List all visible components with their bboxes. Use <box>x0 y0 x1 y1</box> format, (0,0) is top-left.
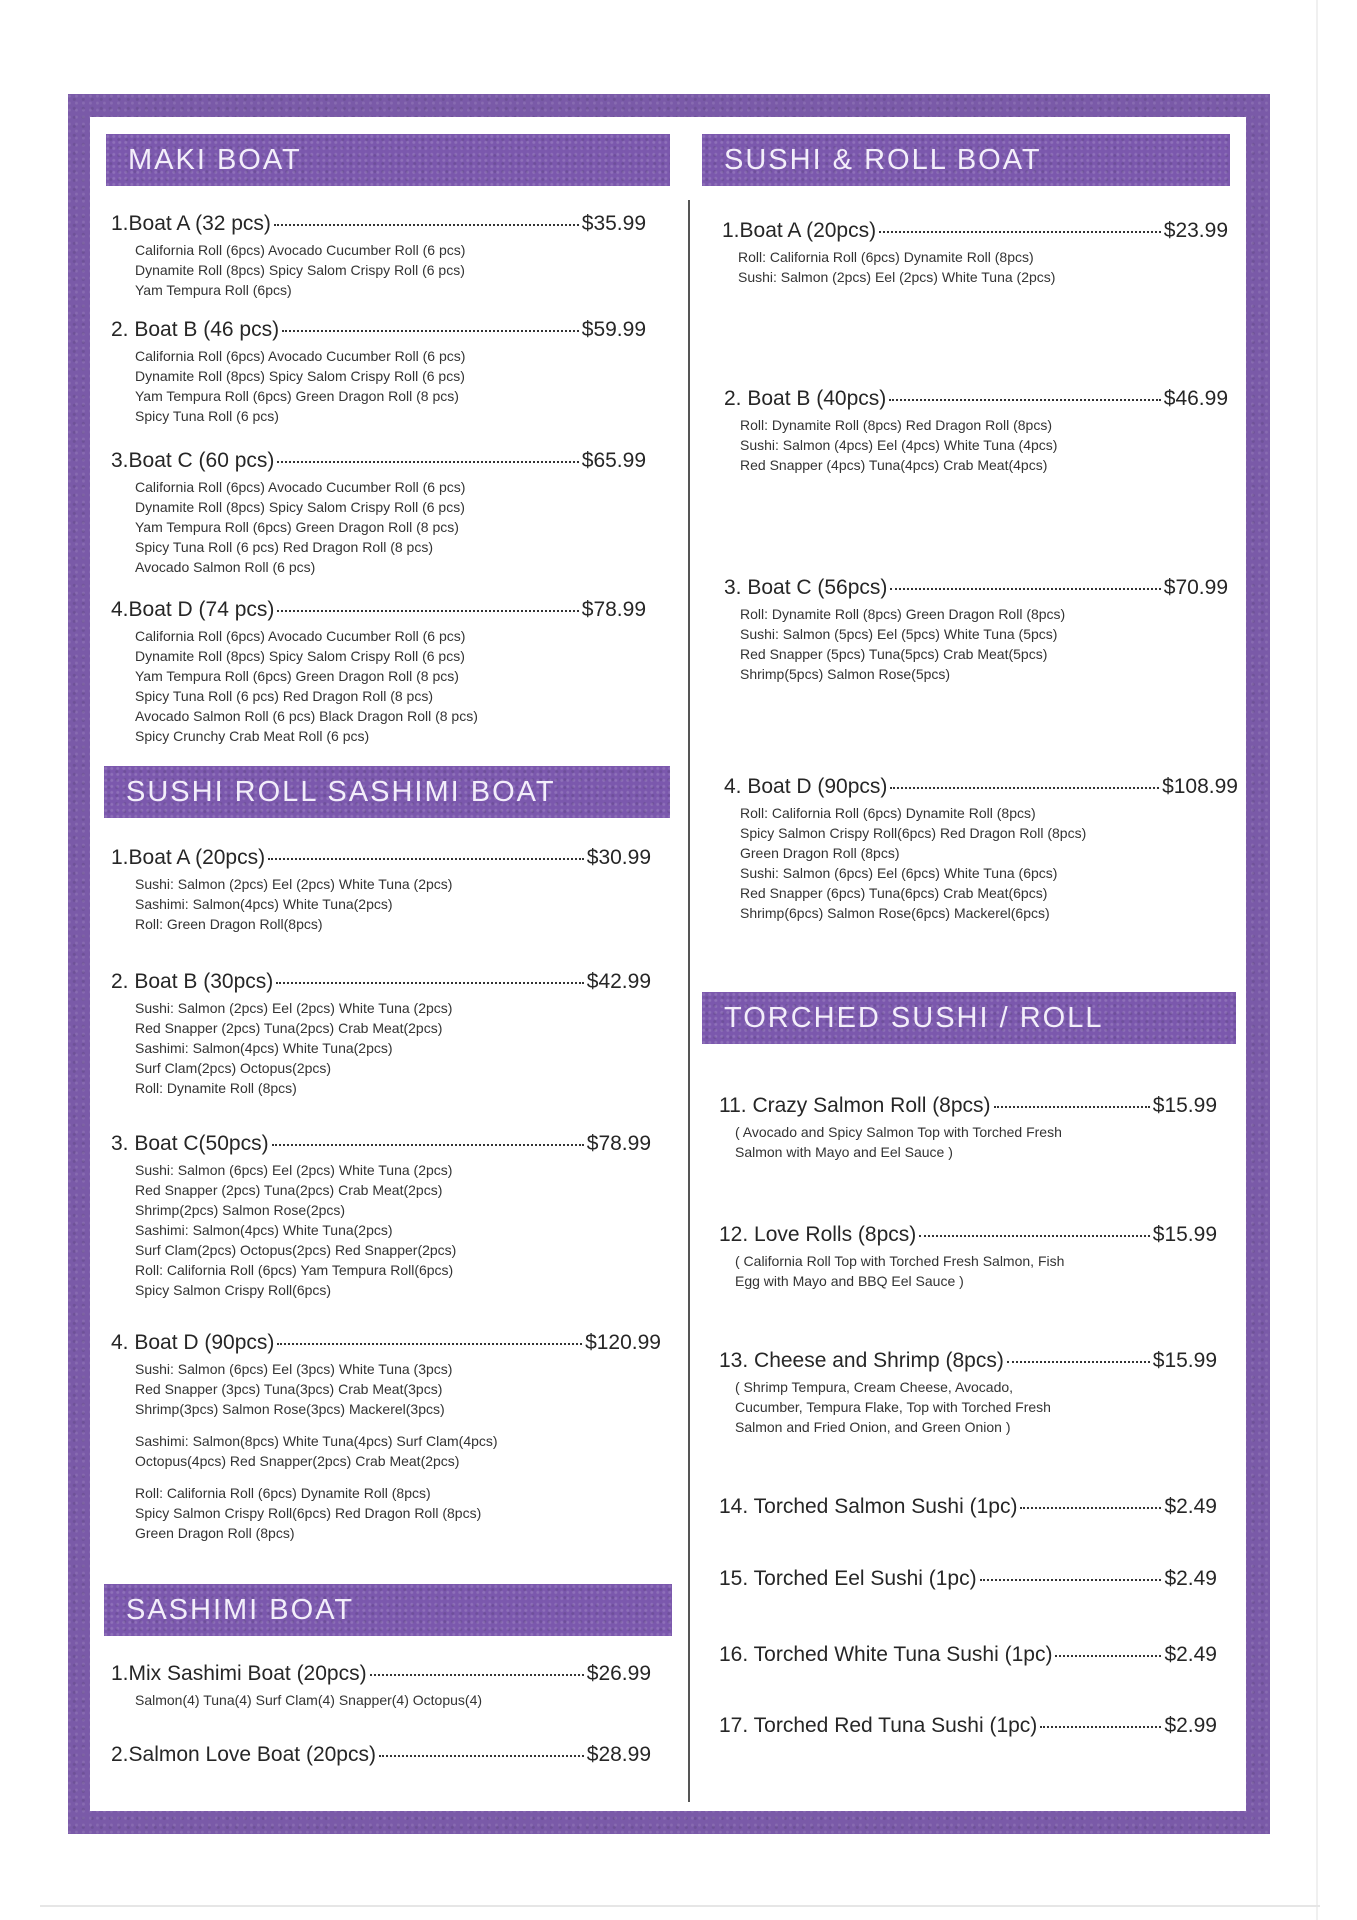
description-line: Roll: California Roll (6pcs) Dynamite Roll (8pcs) <box>135 1485 431 1501</box>
item-description <box>719 1122 1217 1162</box>
description-line: Shrimp(6pcs) Salmon Rose(6pcs) Mackerel(6pcs) <box>740 905 1050 921</box>
item-price: $2.49 <box>1164 1567 1217 1590</box>
description-line: Salmon and Fried Onion, and Green Onion ) <box>735 1419 1011 1435</box>
dot-leader <box>370 1674 584 1676</box>
item-title-row <box>719 1714 1217 1738</box>
item-description <box>719 1251 1217 1291</box>
menu-item <box>111 1331 661 1543</box>
item-title-row <box>111 1743 651 1767</box>
description-line: Dynamite Roll (8pcs) Spicy Salom Crispy Roll (6 pcs) <box>135 368 465 384</box>
menu-item <box>722 219 1228 287</box>
menu-item <box>719 1714 1217 1738</box>
item-title: 1.Mix Sashimi Boat (20pcs) <box>111 1662 367 1685</box>
description-line: Sushi: Salmon (2pcs) Eel (2pcs) White Tuna (2pcs) <box>135 876 453 892</box>
item-description <box>111 477 646 577</box>
description-line: Sashimi: Salmon(8pcs) White Tuna(4pcs) Surf Clam(4pcs) <box>135 1433 498 1449</box>
description-line: Green Dragon Roll (8pcs) <box>135 1525 295 1541</box>
item-price: $15.99 <box>1152 1349 1217 1372</box>
item-title-row <box>111 846 651 870</box>
item-description <box>111 998 651 1098</box>
menu-item <box>111 970 651 1098</box>
section-heading-sushi-roll: SUSHI & ROLL BOAT <box>702 134 1230 186</box>
dot-leader <box>890 787 1159 789</box>
dot-leader <box>919 1235 1150 1237</box>
dot-leader <box>268 858 584 860</box>
description-line: Shrimp(2pcs) Salmon Rose(2pcs) <box>135 1202 346 1218</box>
description-line: Roll: California Roll (6pcs) Dynamite Roll (8pcs) <box>738 249 1034 265</box>
item-title: 2. Boat B (30pcs) <box>111 970 274 993</box>
description-line: Sashimi: Salmon(4pcs) White Tuna(2pcs) <box>135 1040 393 1056</box>
item-price: $23.99 <box>1163 219 1228 242</box>
description-line: Spicy Salmon Crispy Roll(6pcs) <box>135 1282 332 1298</box>
description-line: Roll: Dynamite Roll (8pcs) Red Dragon Roll (8pcs) <box>740 417 1052 433</box>
description-line: ( Avocado and Spicy Salmon Top with Torched Fresh <box>735 1124 1062 1140</box>
item-description <box>111 874 651 934</box>
section-heading-torched: TORCHED SUSHI / ROLL <box>702 992 1236 1044</box>
item-title: 15. Torched Eel Sushi (1pc) <box>719 1567 977 1590</box>
item-title-row <box>111 318 646 342</box>
description-line: Yam Tempura Roll (6pcs) Green Dragon Roll (8 pcs) <box>135 388 459 404</box>
description-line: Cucumber, Tempura Flake, Top with Torched Fresh <box>735 1399 1051 1415</box>
item-title: 1.Boat A (20pcs) <box>111 846 266 869</box>
item-title: 3.Boat C (60 pcs) <box>111 449 275 472</box>
description-line: Sushi: Salmon (5pcs) Eel (5pcs) White Tuna (5pcs) <box>740 626 1058 642</box>
description-line: Roll: Dynamite Roll (8pcs) Green Dragon Roll (8pcs) <box>740 606 1066 622</box>
item-title-row <box>111 449 646 473</box>
description-line: Spicy Salmon Crispy Roll(6pcs) Red Dragon Roll (8pcs) <box>135 1505 482 1521</box>
dot-leader <box>1020 1507 1161 1509</box>
item-title: 11. Crazy Salmon Roll (8pcs) <box>719 1094 991 1117</box>
dot-leader <box>379 1755 584 1757</box>
item-title: 2.Salmon Love Boat (20pcs) <box>111 1743 376 1766</box>
description-line: Red Snapper (2pcs) Tuna(2pcs) Crab Meat(2pcs) <box>135 1182 443 1198</box>
item-price: $46.99 <box>1163 387 1228 410</box>
menu-item <box>719 1094 1217 1162</box>
description-line: Spicy Tuna Roll (6 pcs) <box>135 408 279 424</box>
item-title: 4. Boat D (90pcs) <box>111 1331 275 1354</box>
dot-leader <box>277 610 578 612</box>
item-title-row <box>719 1223 1217 1247</box>
dot-leader <box>994 1106 1150 1108</box>
description-line: Red Snapper (5pcs) Tuna(5pcs) Crab Meat(5pcs) <box>740 646 1048 662</box>
item-price: $2.49 <box>1164 1643 1217 1666</box>
dot-leader <box>274 224 579 226</box>
description-line: Shrimp(3pcs) Salmon Rose(3pcs) Mackerel(3pcs) <box>135 1401 445 1417</box>
description-line: ( California Roll Top with Torched Fresh Salmon, Fish <box>735 1253 1065 1269</box>
description-line: Yam Tempura Roll (6pcs) <box>135 282 292 298</box>
description-line: Roll: Dynamite Roll (8pcs) <box>135 1080 297 1096</box>
description-line: Sushi: Salmon (2pcs) Eel (2pcs) White Tuna (2pcs) <box>135 1000 453 1016</box>
description-line: Spicy Crunchy Crab Meat Roll (6 pcs) <box>135 728 370 744</box>
menu-item <box>111 449 646 577</box>
menu-item <box>111 318 646 426</box>
section-heading-maki: MAKI BOAT <box>106 134 670 186</box>
description-line: Spicy Salmon Crispy Roll(6pcs) Red Dragon Roll (8pcs) <box>740 825 1087 841</box>
item-title-row <box>724 387 1228 411</box>
description-line: Salmon with Mayo and Eel Sauce ) <box>735 1144 953 1160</box>
item-price: $59.99 <box>581 318 646 341</box>
menu-item <box>111 598 646 746</box>
menu-item <box>719 1567 1217 1591</box>
item-title: 4. Boat D (90pcs) <box>724 775 888 798</box>
description-line: California Roll (6pcs) Avocado Cucumber Roll (6 pcs) <box>135 348 466 364</box>
description-line <box>135 1419 661 1431</box>
page-edge <box>1316 0 1318 1920</box>
item-description <box>724 604 1228 684</box>
item-description <box>722 247 1228 287</box>
dot-leader <box>980 1579 1162 1581</box>
item-title: 14. Torched Salmon Sushi (1pc) <box>719 1495 1018 1518</box>
item-title: 4.Boat D (74 pcs) <box>111 598 275 621</box>
description-line <box>135 1471 661 1483</box>
dot-leader <box>276 982 584 984</box>
item-description <box>724 415 1228 475</box>
description-line: Red Snapper (3pcs) Tuna(3pcs) Crab Meat(3pcs) <box>135 1381 443 1397</box>
item-title-row <box>111 1331 661 1355</box>
section-heading-sashimi: SASHIMI BOAT <box>104 1584 672 1636</box>
description-line: Red Snapper (6pcs) Tuna(6pcs) Crab Meat(6pcs) <box>740 885 1048 901</box>
item-price: $42.99 <box>586 970 651 993</box>
item-title-row <box>111 970 651 994</box>
item-title-row <box>111 212 646 236</box>
item-title-row <box>111 1662 651 1686</box>
description-line: Egg with Mayo and BBQ Eel Sauce ) <box>735 1273 964 1289</box>
item-price: $15.99 <box>1152 1094 1217 1117</box>
description-line: California Roll (6pcs) Avocado Cucumber Roll (6 pcs) <box>135 242 466 258</box>
description-line: Salmon(4) Tuna(4) Surf Clam(4) Snapper(4) Octopus(4) <box>135 1692 483 1708</box>
description-line: Sushi: Salmon (6pcs) Eel (6pcs) White Tuna (6pcs) <box>740 865 1058 881</box>
menu-item <box>719 1223 1217 1291</box>
item-title-row <box>724 576 1228 600</box>
description-line: Octopus(4pcs) Red Snapper(2pcs) Crab Meat(2pcs) <box>135 1453 460 1469</box>
item-price: $35.99 <box>581 212 646 235</box>
item-description <box>111 1359 661 1543</box>
item-title: 3. Boat C(50pcs) <box>111 1132 269 1155</box>
description-line: Avocado Salmon Roll (6 pcs) <box>135 559 316 575</box>
dot-leader <box>1055 1655 1161 1657</box>
item-title: 17. Torched Red Tuna Sushi (1pc) <box>719 1714 1038 1737</box>
description-line: Green Dragon Roll (8pcs) <box>740 845 900 861</box>
item-title-row <box>722 219 1228 243</box>
item-price: $26.99 <box>586 1662 651 1685</box>
description-line: ( Shrimp Tempura, Cream Cheese, Avocado, <box>735 1379 1014 1395</box>
menu-item <box>111 1743 651 1767</box>
item-price: $120.99 <box>585 1331 661 1354</box>
item-title: 16. Torched White Tuna Sushi (1pc) <box>719 1643 1053 1666</box>
item-title: 2. Boat B (46 pcs) <box>111 318 280 341</box>
item-price: $2.49 <box>1164 1495 1217 1518</box>
item-price: $70.99 <box>1163 576 1228 599</box>
item-description <box>719 1377 1217 1437</box>
column-divider <box>688 200 690 1802</box>
section-heading-sushi-roll-sashimi: SUSHI ROLL SASHIMI BOAT <box>104 766 670 818</box>
item-price: $108.99 <box>1162 775 1238 798</box>
dot-leader <box>1007 1361 1150 1363</box>
item-description <box>111 240 646 300</box>
description-line: California Roll (6pcs) Avocado Cucumber Roll (6 pcs) <box>135 479 466 495</box>
item-title: 1.Boat A (32 pcs) <box>111 212 271 235</box>
menu-item <box>724 775 1238 923</box>
dot-leader <box>1040 1726 1161 1728</box>
dot-leader <box>890 588 1160 590</box>
item-description <box>111 1160 651 1300</box>
item-description <box>111 1690 651 1710</box>
description-line: Sushi: Salmon (6pcs) Eel (3pcs) White Tuna (3pcs) <box>135 1361 453 1377</box>
item-title: 12. Love Rolls (8pcs) <box>719 1223 917 1246</box>
item-title: 1.Boat A (20pcs) <box>722 219 877 242</box>
dot-leader <box>277 461 578 463</box>
menu-item <box>724 387 1228 475</box>
menu-item <box>719 1349 1217 1437</box>
description-line: Spicy Tuna Roll (6 pcs) Red Dragon Roll (8 pcs) <box>135 539 434 555</box>
description-line: Dynamite Roll (8pcs) Spicy Salom Crispy Roll (6 pcs) <box>135 262 465 278</box>
item-price: $28.99 <box>586 1743 651 1766</box>
description-line: Surf Clam(2pcs) Octopus(2pcs) <box>135 1060 332 1076</box>
menu-item <box>111 846 651 934</box>
dot-leader <box>277 1343 582 1345</box>
menu-item <box>111 1662 651 1710</box>
description-line: Roll: Green Dragon Roll(8pcs) <box>135 916 323 932</box>
menu-item <box>719 1643 1217 1667</box>
item-price: $78.99 <box>586 1132 651 1155</box>
menu-item <box>111 212 646 300</box>
item-title-row <box>111 1132 651 1156</box>
description-line: Sushi: Salmon (6pcs) Eel (2pcs) White Tuna (2pcs) <box>135 1162 453 1178</box>
item-title-row <box>719 1495 1217 1519</box>
description-line: Surf Clam(2pcs) Octopus(2pcs) Red Snapper(2pcs) <box>135 1242 457 1258</box>
menu-item <box>719 1495 1217 1519</box>
description-line: Avocado Salmon Roll (6 pcs) Black Dragon Roll (8 pcs) <box>135 708 478 724</box>
description-line: Dynamite Roll (8pcs) Spicy Salom Crispy Roll (6 pcs) <box>135 499 465 515</box>
item-title-row <box>719 1094 1217 1118</box>
description-line: Roll: California Roll (6pcs) Dynamite Roll (8pcs) <box>740 805 1036 821</box>
description-line: Sushi: Salmon (4pcs) Eel (4pcs) White Tuna (4pcs) <box>740 437 1058 453</box>
item-title-row <box>719 1349 1217 1373</box>
description-line: California Roll (6pcs) Avocado Cucumber Roll (6 pcs) <box>135 628 466 644</box>
item-title-row <box>719 1643 1217 1667</box>
item-price: $65.99 <box>581 449 646 472</box>
item-title: 13. Cheese and Shrimp (8pcs) <box>719 1349 1004 1372</box>
item-description <box>111 626 646 746</box>
menu-item <box>724 576 1228 684</box>
item-title: 2. Boat B (40pcs) <box>724 387 887 410</box>
dot-leader <box>282 330 579 332</box>
item-price: $15.99 <box>1152 1223 1217 1246</box>
page-bottom-rule <box>40 1905 1320 1907</box>
item-description <box>111 346 646 426</box>
item-title-row <box>719 1567 1217 1591</box>
item-price: $2.99 <box>1164 1714 1217 1737</box>
item-title-row <box>111 598 646 622</box>
description-line: Sashimi: Salmon(4pcs) White Tuna(2pcs) <box>135 1222 393 1238</box>
description-line: Sushi: Salmon (2pcs) Eel (2pcs) White Tuna (2pcs) <box>738 269 1056 285</box>
description-line: Yam Tempura Roll (6pcs) Green Dragon Roll (8 pcs) <box>135 668 459 684</box>
item-price: $78.99 <box>581 598 646 621</box>
dot-leader <box>272 1144 584 1146</box>
item-price: $30.99 <box>586 846 651 869</box>
description-line: Shrimp(5pcs) Salmon Rose(5pcs) <box>740 666 951 682</box>
item-title: 3. Boat C (56pcs) <box>724 576 888 599</box>
description-line: Red Snapper (2pcs) Tuna(2pcs) Crab Meat(2pcs) <box>135 1020 443 1036</box>
item-description <box>724 803 1238 923</box>
description-line: Sashimi: Salmon(4pcs) White Tuna(2pcs) <box>135 896 393 912</box>
dot-leader <box>889 399 1161 401</box>
description-line: Red Snapper (4pcs) Tuna(4pcs) Crab Meat(4pcs) <box>740 457 1048 473</box>
dot-leader <box>879 231 1161 233</box>
menu-item <box>111 1132 651 1300</box>
description-line: Roll: California Roll (6pcs) Yam Tempura Roll(6pcs) <box>135 1262 454 1278</box>
description-line: Dynamite Roll (8pcs) Spicy Salom Crispy Roll (6 pcs) <box>135 648 465 664</box>
item-title-row <box>724 775 1238 799</box>
description-line: Yam Tempura Roll (6pcs) Green Dragon Roll (8 pcs) <box>135 519 459 535</box>
description-line: Spicy Tuna Roll (6 pcs) Red Dragon Roll (8 pcs) <box>135 688 434 704</box>
